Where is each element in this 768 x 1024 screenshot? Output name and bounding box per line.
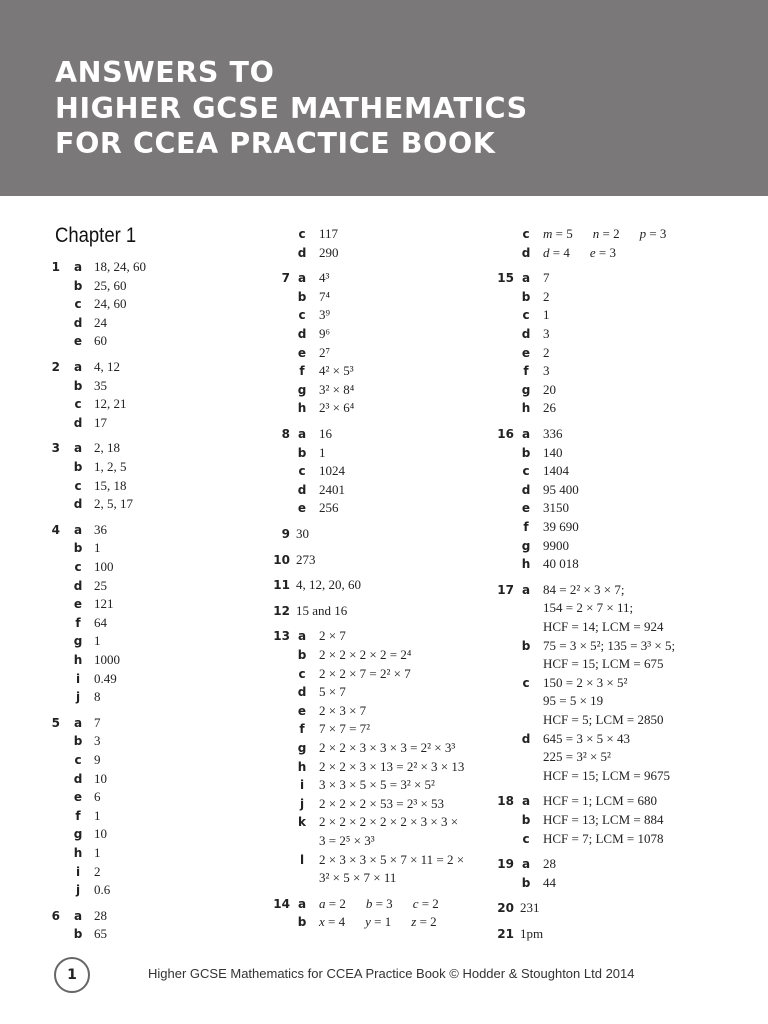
answer-text: 3² × 8⁴ — [319, 381, 355, 397]
question-number: 15 — [497, 271, 514, 286]
answer-text: 25 — [94, 577, 107, 593]
part-letter: h — [297, 401, 307, 416]
answer-text: 273 — [296, 551, 316, 567]
part-letter: c — [74, 753, 82, 767]
part-letter: b — [297, 445, 307, 460]
title-banner — [0, 0, 768, 196]
part-letter: a — [297, 427, 307, 441]
answer-text: 9 — [94, 752, 101, 767]
answer-text: 3² × 5 × 7 × 11 — [319, 870, 397, 886]
answer-text: 2 × 2 × 7 = 2² × 7 — [319, 665, 411, 681]
part-letter: c — [298, 227, 306, 241]
answer-text: 3 — [543, 363, 550, 379]
part-letter: f — [523, 520, 529, 534]
part-letter: d — [73, 415, 83, 430]
answer-text: 3 = 2⁵ × 3³ — [319, 833, 375, 848]
answer-text: HCF = 15; LCM = 9675 — [543, 767, 670, 783]
part-letter: c — [298, 308, 306, 323]
part-letter: c — [74, 397, 82, 412]
answer-text: d = 4 e = 3 — [543, 244, 616, 260]
answer-text: 17 — [94, 414, 107, 430]
part-letter: a — [521, 271, 531, 286]
answer-text: 0.49 — [94, 670, 117, 686]
part-letter: d — [521, 482, 531, 497]
part-letter: g — [521, 538, 531, 553]
part-letter: e — [521, 501, 531, 516]
answer-text: 2 — [94, 863, 101, 879]
title-line: ANSWERS TO — [55, 56, 275, 89]
part-letter: d — [73, 578, 83, 593]
part-letter: g — [297, 741, 307, 755]
part-letter: e — [297, 703, 307, 718]
question-number: 18 — [497, 794, 514, 809]
question-number: 2 — [51, 360, 60, 374]
part-letter: e — [297, 345, 307, 360]
part-letter: a — [521, 582, 531, 597]
part-letter: c — [298, 666, 306, 681]
part-letter: a — [73, 522, 83, 537]
part-letter: b — [73, 278, 83, 293]
answer-text: 2 × 2 × 2 × 53 = 2³ × 53 — [319, 795, 445, 811]
part-letter: i — [299, 778, 305, 793]
answer-text: 15 and 16 — [296, 602, 348, 618]
part-letter: b — [73, 378, 83, 393]
answer-text: 1 — [319, 444, 326, 460]
answer-text: 1 — [94, 845, 101, 860]
answer-text: 6 — [94, 789, 101, 805]
answer-text: 1 — [94, 807, 101, 823]
answer-text: HCF = 5; LCM = 2850 — [543, 712, 664, 727]
part-letter: a — [297, 271, 307, 286]
answer-text: 16 — [319, 426, 332, 441]
part-letter: a — [73, 908, 83, 923]
answer-text: 12, 21 — [94, 396, 127, 412]
question-number: 8 — [281, 427, 290, 441]
part-letter: d — [73, 497, 83, 512]
chapter-heading: Chapter 1 — [55, 224, 137, 247]
answer-text: 1, 2, 5 — [94, 459, 127, 474]
part-letter: f — [75, 808, 81, 823]
answer-text: x = 4 y = 1 z = 2 — [319, 914, 437, 930]
answer-text: 2³ × 6⁴ — [319, 400, 355, 416]
answer-text: 2⁷ — [319, 344, 331, 360]
part-letter: c — [522, 227, 530, 241]
answer-text: 645 = 3 × 5 × 43 — [543, 730, 630, 746]
part-letter: j — [75, 883, 81, 898]
part-letter: b — [297, 648, 307, 662]
part-letter: b — [297, 915, 307, 930]
answer-text: 231 — [520, 900, 540, 916]
part-letter: d — [297, 327, 307, 341]
answer-text: 2 — [543, 344, 550, 360]
part-letter: h — [73, 846, 83, 860]
answer-text: 25, 60 — [94, 277, 127, 293]
part-letter: c — [74, 297, 82, 312]
part-letter: j — [299, 796, 305, 811]
part-letter: a — [521, 857, 531, 872]
part-letter: e — [297, 501, 307, 516]
answer-text: HCF = 15; LCM = 675 — [543, 656, 664, 672]
question-number: 1 — [51, 260, 60, 274]
question-number: 16 — [497, 427, 514, 441]
part-letter: a — [297, 629, 307, 644]
answer-text: HCF = 7; LCM = 1078 — [543, 830, 664, 846]
part-letter: c — [74, 478, 82, 493]
part-letter: g — [521, 382, 531, 397]
part-letter: b — [521, 638, 531, 653]
title-line: HIGHER GCSE MATHEMATICS — [55, 91, 528, 125]
part-letter: e — [73, 334, 83, 349]
part-letter: j — [75, 690, 81, 705]
part-letter: a — [73, 260, 83, 274]
answer-text: 84 = 2² × 3 × 7; — [543, 581, 625, 597]
part-letter: c — [522, 831, 530, 846]
question-number: 14 — [273, 896, 290, 911]
answer-text: 95 400 — [543, 481, 579, 497]
answer-text: 60 — [94, 333, 107, 349]
part-letter: a — [73, 715, 83, 730]
question-number: 4 — [51, 522, 60, 537]
answer-text: 5 × 7 — [319, 684, 346, 700]
answer-text: 26 — [543, 400, 556, 416]
answer-text: 7 × 7 = 7² — [319, 721, 371, 737]
part-letter: b — [521, 445, 531, 460]
answer-text: 2 × 2 × 3 × 13 = 2² × 3 × 13 — [319, 758, 465, 774]
answer-text: 1000 — [94, 652, 120, 667]
answer-text: 64 — [94, 614, 107, 630]
answer-text: HCF = 1; LCM = 680 — [543, 793, 657, 809]
answer-text: 7⁴ — [319, 288, 331, 304]
question-number: 5 — [51, 715, 60, 730]
part-letter: d — [297, 685, 307, 700]
answer-text: 3 — [94, 733, 101, 749]
part-letter: c — [298, 464, 306, 479]
answer-text: 2 × 2 × 2 × 2 × 2 × 3 × 3 × — [319, 814, 459, 830]
answer-text: 28 — [543, 856, 556, 872]
part-letter: a — [73, 441, 83, 456]
answer-text: 28 — [94, 907, 107, 923]
answer-text: 2 — [543, 288, 550, 304]
question-number: 19 — [497, 857, 514, 872]
page-number: 1 — [54, 957, 90, 993]
answer-text: 225 = 3² × 5² — [543, 749, 611, 765]
answer-text: 75 = 3 × 5²; 135 = 3³ × 5; — [543, 637, 676, 653]
part-letter: d — [521, 245, 531, 260]
answer-text: 2 × 2 × 2 × 2 = 2⁴ — [319, 647, 412, 662]
answer-text: 95 = 5 × 19 — [543, 693, 604, 709]
part-letter: d — [297, 245, 307, 260]
answer-text: 2 × 7 — [319, 628, 346, 644]
answer-text: 7 — [543, 270, 550, 286]
answer-text: 1 — [543, 307, 550, 323]
part-letter: b — [73, 927, 83, 942]
answer-text: 3 × 3 × 5 × 5 = 3² × 5² — [319, 777, 435, 793]
answer-text: 4, 12, 20, 60 — [296, 577, 361, 593]
answer-text: 154 = 2 × 7 × 11; — [543, 600, 634, 616]
question-number: 21 — [497, 927, 514, 941]
part-letter: c — [74, 560, 82, 574]
part-letter: i — [75, 671, 81, 686]
answer-text: 150 = 2 × 3 × 5² — [543, 674, 628, 690]
answer-text: 0.6 — [94, 882, 111, 898]
answer-text: 7 — [94, 714, 101, 730]
part-letter: a — [521, 794, 531, 809]
answer-text: 24 — [94, 314, 107, 330]
answer-text: 290 — [319, 244, 339, 260]
question-number: 13 — [273, 629, 290, 644]
question-number: 3 — [51, 441, 60, 456]
part-letter: a — [521, 427, 531, 441]
answer-text: 15, 18 — [94, 477, 127, 493]
answer-text: 1024 — [319, 463, 345, 479]
part-letter: d — [73, 771, 83, 786]
part-letter: d — [297, 482, 307, 497]
question-number: 10 — [273, 552, 290, 567]
question-number: 7 — [281, 271, 290, 286]
answer-text: 8 — [94, 689, 101, 705]
part-letter: l — [299, 852, 305, 867]
answer-text: 117 — [319, 226, 339, 241]
answer-text: 2 × 3 × 3 × 5 × 7 × 11 = 2 × — [319, 851, 465, 867]
answer-text: 4, 12 — [94, 359, 120, 374]
answer-text: 40 018 — [543, 556, 579, 572]
question-number: 11 — [273, 578, 290, 593]
answer-text: 9⁶ — [319, 326, 331, 341]
part-letter: a — [297, 896, 307, 911]
answer-text: 1 — [94, 633, 101, 649]
question-number: 6 — [51, 908, 60, 923]
answer-text: 2401 — [319, 481, 345, 497]
answer-text: 65 — [94, 926, 107, 942]
part-letter: g — [73, 827, 83, 842]
part-letter: b — [521, 813, 531, 827]
document-title — [55, 55, 528, 162]
answer-text: 140 — [543, 444, 563, 460]
answer-text: HCF = 14; LCM = 924 — [543, 619, 664, 634]
answer-text: 10 — [94, 770, 107, 786]
answer-text: a = 2 b = 3 c = 2 — [319, 895, 439, 911]
part-letter: e — [73, 790, 83, 805]
part-letter: f — [299, 722, 305, 737]
answer-text: 36 — [94, 521, 107, 537]
answer-text: 3150 — [543, 500, 569, 516]
part-letter: i — [75, 864, 81, 879]
part-letter: f — [523, 364, 529, 379]
answer-text: 100 — [94, 559, 114, 574]
question-number: 12 — [273, 603, 290, 618]
part-letter: c — [522, 675, 530, 690]
answer-text: 2, 5, 17 — [94, 496, 133, 512]
question-number: 20 — [497, 901, 514, 916]
footer-copyright: Higher GCSE Mathematics for CCEA Practice Book © Hodder & Stoughton Ltd 2014 — [148, 966, 635, 981]
question-number: 17 — [497, 582, 514, 597]
answer-text: 2 × 2 × 3 × 3 × 3 = 2² × 3³ — [319, 740, 456, 755]
answer-text: 24, 60 — [94, 296, 127, 312]
part-letter: g — [297, 382, 307, 397]
answer-text: 1pm — [520, 926, 544, 941]
part-letter: f — [299, 364, 305, 379]
answer-text: 4³ — [319, 270, 330, 286]
part-letter: b — [297, 289, 307, 304]
part-letter: a — [73, 360, 83, 374]
answer-text: 18, 24, 60 — [94, 259, 146, 274]
answer-text: 4² × 5³ — [319, 363, 354, 379]
part-letter: b — [73, 541, 83, 556]
answer-text: 1404 — [543, 463, 569, 479]
part-letter: f — [75, 615, 81, 630]
answer-text: 2, 18 — [94, 440, 120, 456]
part-letter: h — [521, 557, 531, 572]
part-letter: k — [298, 815, 306, 830]
answer-text: 1 — [94, 540, 101, 556]
part-letter: b — [73, 734, 83, 749]
part-letter: h — [73, 653, 83, 667]
title-line: FOR CCEA PRACTICE BOOK — [55, 127, 496, 160]
part-letter: b — [521, 289, 531, 304]
part-letter: h — [297, 759, 307, 774]
answer-text: 3⁹ — [319, 307, 331, 323]
answer-text: 121 — [94, 596, 114, 612]
part-letter: g — [73, 634, 83, 649]
answer-text: 30 — [296, 526, 309, 541]
question-number: 9 — [281, 527, 290, 541]
part-letter: d — [73, 315, 83, 330]
answer-text: 20 — [543, 381, 556, 397]
part-letter: e — [521, 345, 531, 360]
part-letter: d — [521, 327, 531, 341]
answer-text: 35 — [94, 377, 107, 393]
answer-text: 256 — [319, 500, 339, 516]
answer-text: 39 690 — [543, 519, 579, 534]
part-letter: h — [521, 401, 531, 416]
part-letter: b — [73, 460, 83, 474]
answer-text: 44 — [543, 874, 556, 890]
part-letter: e — [73, 597, 83, 612]
answer-text: 336 — [543, 426, 563, 441]
answer-text: 10 — [94, 826, 107, 842]
part-letter: d — [521, 731, 531, 746]
answer-text: HCF = 13; LCM = 884 — [543, 812, 664, 827]
part-letter: b — [521, 875, 531, 890]
answer-text: 9900 — [543, 537, 569, 553]
part-letter: c — [522, 464, 530, 479]
part-letter: c — [522, 308, 530, 323]
answer-text: 3 — [543, 326, 550, 341]
answer-text: 2 × 3 × 7 — [319, 702, 367, 718]
answer-text: m = 5 n = 2 p = 3 — [543, 226, 667, 241]
